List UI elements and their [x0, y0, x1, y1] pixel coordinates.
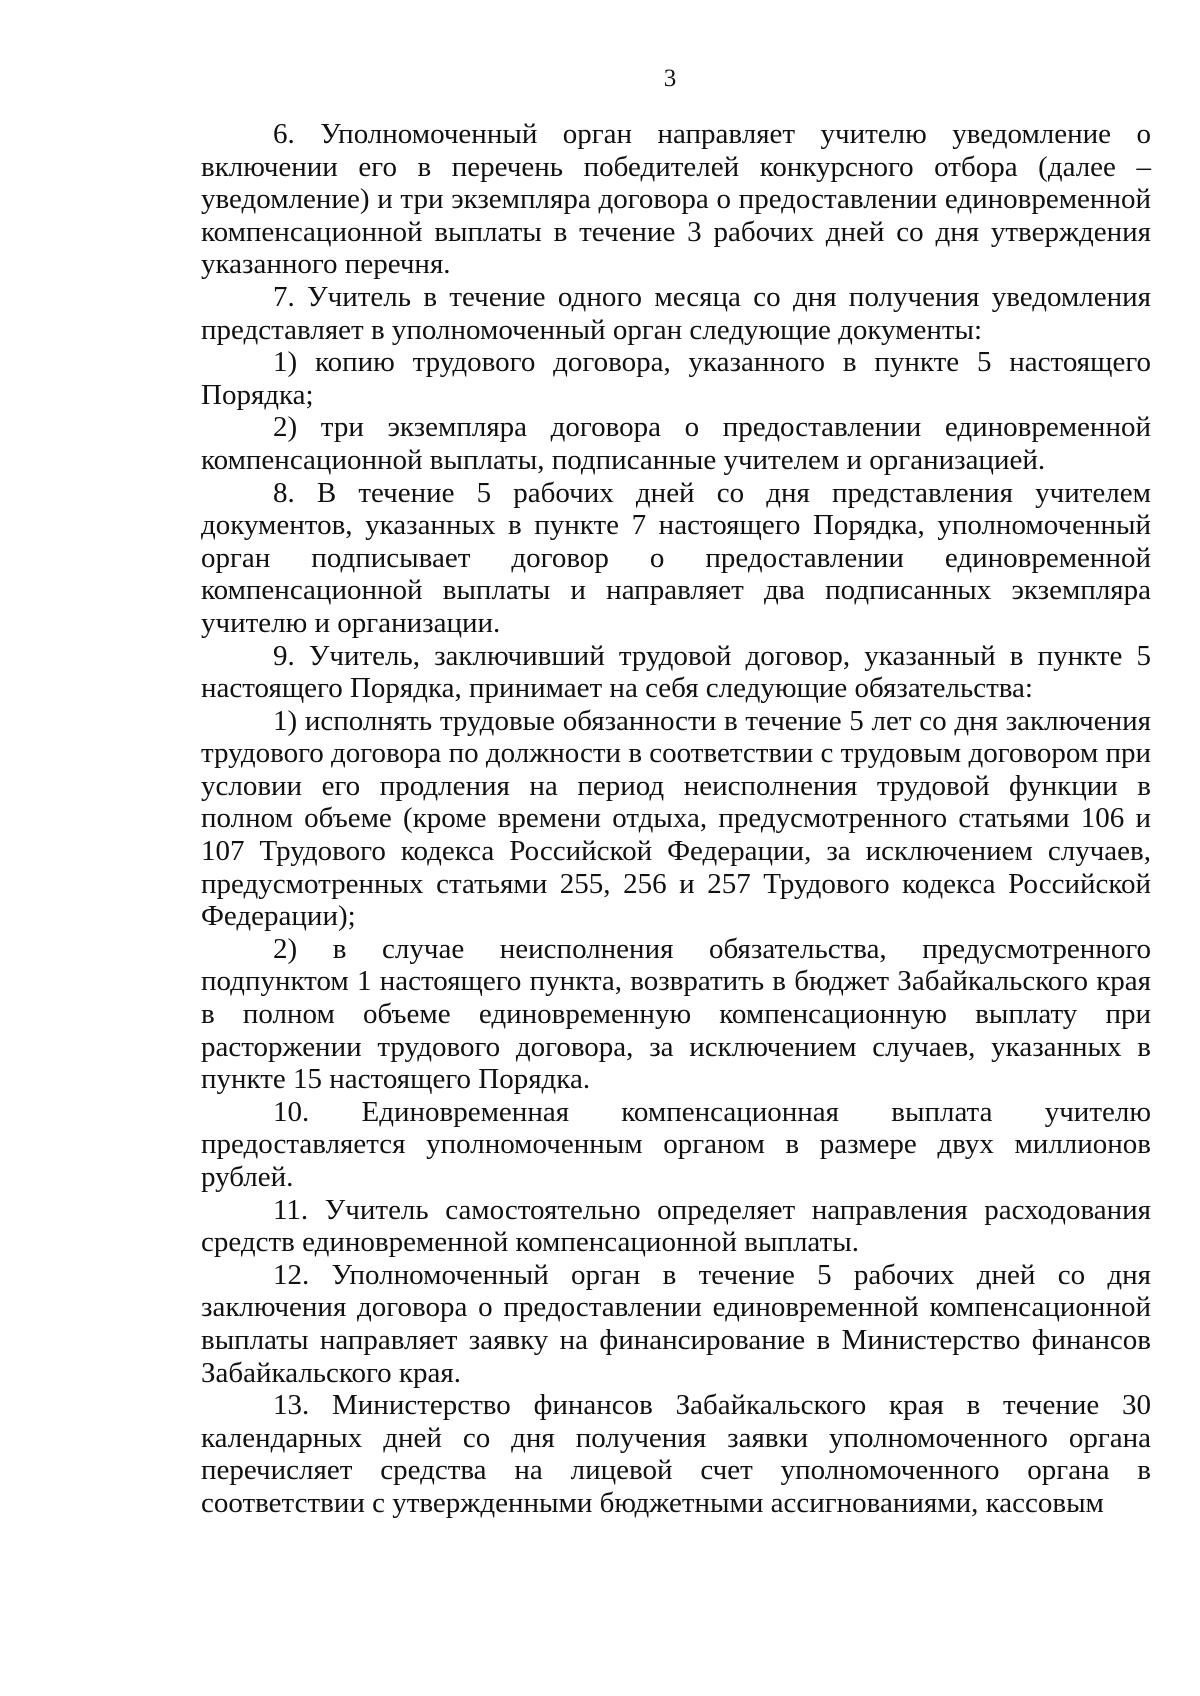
paragraph-7-item-2: 2) три экземпляра договора о предоставлении единовременной компенсационной выплаты, подписанные учителем и организацией.: [201, 411, 1151, 476]
paragraph-9-item-1: 1) исполнять трудовые обязанности в течение 5 лет со дня заключения трудового договора по должности в соответствии с трудовым договором при условии его продления на период неисполнения трудовой функции в полном объеме (кроме времени отдыха, предусмотренного статьями 106 и 107 Трудового кодекса Российской Федерации, за исключением случаев, предусмотренных статьями 255, 256 и 257 Трудового кодекса Российской Федерации);: [201, 704, 1151, 933]
paragraph-8: 8. В течение 5 рабочих дней со дня представления учителем документов, указанных в пункте 7 настоящего Порядка, уполномоченный орган подписывает договор о предоставлении единовременной компенсационной выплаты и направляет два подписанных экземпляра учителю и организации.: [201, 476, 1151, 639]
paragraph-7: 7. Учитель в течение одного месяца со дня получения уведомления представляет в уполномоченный орган следующие документы:: [201, 280, 1151, 346]
document-body: [201, 118, 1151, 1520]
paragraph-12: 12. Уполномоченный орган в течение 5 рабочих дней со дня заключения договора о предоставлении единовременной компенсационной выплаты направляет заявку на финансирование в Министерство финансов Забайкальского края.: [201, 1258, 1151, 1389]
paragraph-7-item-1: 1) копию трудового договора, указанного в пункте 5 настоящего Порядка;: [201, 346, 1151, 411]
paragraph-10: 10. Единовременная компенсационная выплата учителю предоставляется уполномоченным органом в размере двух миллионов рублей.: [201, 1095, 1151, 1193]
paragraph-9: 9. Учитель, заключивший трудовой договор, указанный в пункте 5 настоящего Порядка, принимает на себя следующие обязательства:: [201, 639, 1151, 705]
paragraph-9-item-2: 2) в случае неисполнения обязательства, предусмотренного подпунктом 1 настоящего пункта, возвратить в бюджет Забайкальского края в полном объеме единовременную компенсационную выплату при расторжении трудового договора, за исключением случаев, указанных в пункте 15 настоящего Порядка.: [201, 932, 1151, 1096]
paragraph-6: 6. Уполномоченный орган направляет учителю уведомление о включении его в перечень победителей конкурсного отбора (далее – уведомление) и три экземпляра договора о предоставлении единовременной компенсационной выплаты в течение 3 рабочих дней со дня утверждения указанного перечня.: [201, 118, 1151, 281]
page-number: 3: [663, 65, 677, 92]
paragraph-11: 11. Учитель самостоятельно определяет направления расходования средств единовременной компенсационной выплаты.: [201, 1193, 1151, 1259]
paragraph-13: 13. Министерство финансов Забайкальского края в течение 30 календарных дней со дня получения заявки уполномоченного органа перечисляет средства на лицевой счет уполномоченного органа в соответствии с утвержденными бюджетными ассигнованиями, кассовым: [201, 1389, 1151, 1519]
